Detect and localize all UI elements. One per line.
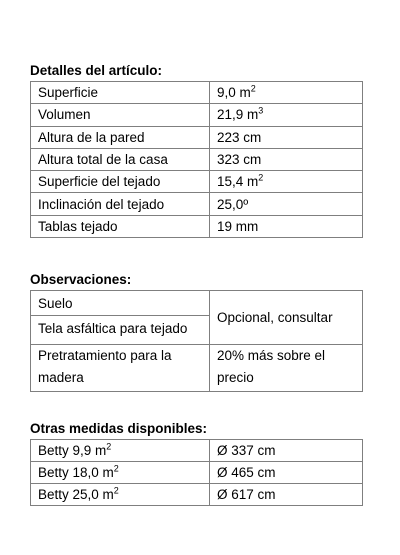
table-row [31,345,363,392]
observation-label-tela: Tela asfáltica para tejado [31,316,210,345]
size-diameter: Ø 465 cm [210,462,363,484]
table-row [31,82,363,104]
size-diameter: Ø 617 cm [210,484,363,506]
observations-section [30,272,362,392]
details-value: 9,0 $m^2$ [210,82,363,104]
details-value: 323 cm [210,148,363,170]
details-table [30,81,363,238]
table-row [31,148,363,170]
details-label: Altura de la pared [31,126,210,148]
details-value: 21,9 $m^3$ [210,104,363,126]
observation-label-suelo: Suelo [31,291,210,316]
details-label: Inclinación del tejado [31,193,210,215]
details-value: 15,4 $m^2$ [210,171,363,193]
details-label: Volumen [31,104,210,126]
details-title: Detalles del artículo: [30,63,163,78]
observation-label-pretratamiento: Pretratamiento para la madera [31,345,210,392]
details-label: Superficie [31,82,210,104]
table-row [31,104,363,126]
observation-value-pretratamiento: 20% más sobre el precio [210,345,363,392]
other-sizes-section [30,421,362,506]
table-row [31,126,363,148]
observation-value-opcional: Opcional, consultar [210,291,363,345]
table-row [31,215,363,237]
table-row [31,291,363,316]
table-row [31,462,363,484]
size-diameter: Ø 337 cm [210,440,363,462]
table-row [31,440,363,462]
table-row [31,484,363,506]
size-label: Betty 9,9 $m^2$ [31,440,210,462]
details-value: 25,0º [210,193,363,215]
details-value: 223 cm [210,126,363,148]
table-row [31,171,363,193]
other-sizes-title: Otras medidas disponibles: [30,421,208,436]
details-value: 19 mm [210,215,363,237]
details-label: Altura total de la casa [31,148,210,170]
table-row [31,193,363,215]
size-label: Betty 25,0 $m^2$ [31,484,210,506]
observations-title: Observaciones: [30,272,132,287]
details-section [30,63,362,238]
other-sizes-table [30,439,363,506]
details-label: Tablas tejado [31,215,210,237]
details-label: Superficie del tejado [31,171,210,193]
size-label: Betty 18,0 $m^2$ [31,462,210,484]
observations-table [30,290,363,392]
